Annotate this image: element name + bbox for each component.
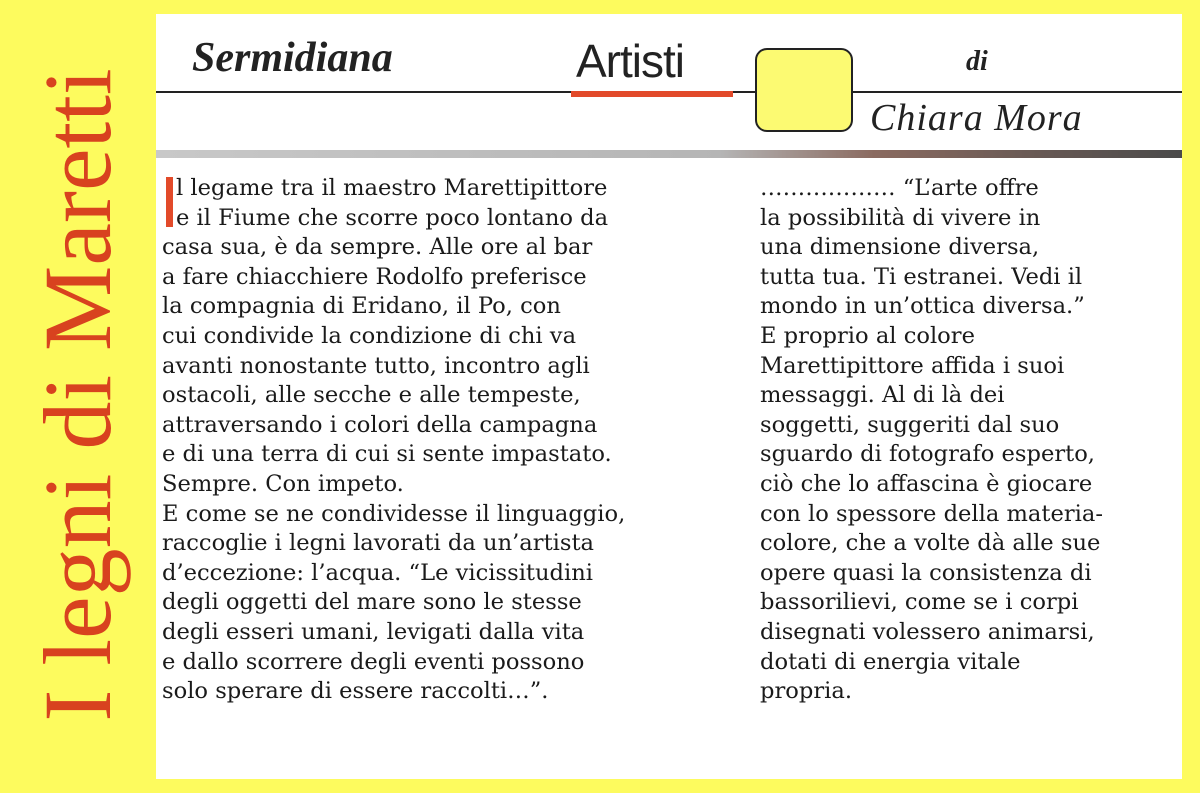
article-line: attraversando i colori della campagna [162, 411, 598, 438]
article-column-left [162, 174, 742, 707]
article-line: la possibilità di vivere in [760, 204, 1041, 231]
article-line: con lo spessore della materia- [760, 500, 1103, 527]
article-line: la compagnia di Eridano, il Po, con [162, 293, 561, 320]
article-line: ostacoli, alle secche e alle tempeste, [162, 382, 581, 409]
article-line: e dallo scorrere degli eventi possono [162, 648, 585, 675]
article-line: e di una terra di cui si sente impastato. [162, 441, 612, 468]
article-line: una dimensione diversa, [760, 234, 1040, 261]
article-line: E proprio al colore [760, 322, 975, 349]
article-line: ……………… “L’arte offre [760, 175, 1039, 201]
article-page [156, 14, 1182, 779]
article-line: ciò che lo affascina è giocare [760, 470, 1093, 497]
article-line: degli esseri umani, levigati dalla vita [162, 618, 585, 645]
article-line: bassorilievi, come se i corpi [760, 589, 1079, 616]
article-line: E come se ne condividesse il linguaggio, [162, 500, 626, 527]
article-line: a fare chiacchiere Rodolfo preferisce [162, 263, 587, 290]
article-line: Marettipittore affida i suoi [760, 352, 1065, 379]
article-line: casa sua, è da sempre. Alle ore al bar [162, 234, 593, 261]
article-line: tutta tua. Ti estranei. Vedi il [760, 263, 1083, 290]
article-line: propria. [760, 678, 853, 705]
article-line: disegnati volessero animarsi, [760, 618, 1095, 645]
byline-prefix: di [966, 46, 988, 77]
article-line: raccoglie i legni lavorati da un’artista [162, 530, 595, 557]
article-line: opere quasi la consistenza di [760, 559, 1092, 586]
side-title-banner [14, 10, 142, 780]
article-line: l legame tra il maestro Marettipittore [176, 175, 608, 201]
header-band [156, 150, 1182, 158]
article-line: solo sperare di essere raccolti…”. [162, 678, 549, 705]
article-column-right [760, 174, 1180, 707]
article-line: cui condivide la condizione di chi va [162, 322, 577, 349]
side-title: I legni di Maretti [24, 68, 131, 722]
article-line: avanti nonostante tutto, incontro agli [162, 352, 590, 379]
article-line: messaggi. Al di là dei [760, 382, 1005, 409]
author-photo-box [755, 48, 853, 132]
article-line: e il Fiume che scorre poco lontano da [176, 204, 609, 231]
article-line: d’eccezione: l’acqua. “Le vicissitudini [162, 559, 594, 586]
article-line: sguardo di fotografo esperto, [760, 441, 1095, 468]
article-line: Sempre. Con impeto. [162, 470, 404, 497]
rubric-title: Artisti [576, 35, 684, 87]
article-line: soggetti, suggeriti dal suo [760, 411, 1060, 438]
article-line: degli oggetti del mare sono le stesse [162, 589, 582, 616]
author-name: Chiara Mora [870, 97, 1083, 139]
article-line: colore, che a volte dà alle sue [760, 530, 1101, 557]
section-title: Sermidiana [192, 35, 393, 81]
article-line: mondo in un’ottica diversa.” [760, 293, 1085, 320]
article-line: dotati di energia vitale [760, 648, 1021, 675]
rubric-underline [571, 91, 733, 97]
